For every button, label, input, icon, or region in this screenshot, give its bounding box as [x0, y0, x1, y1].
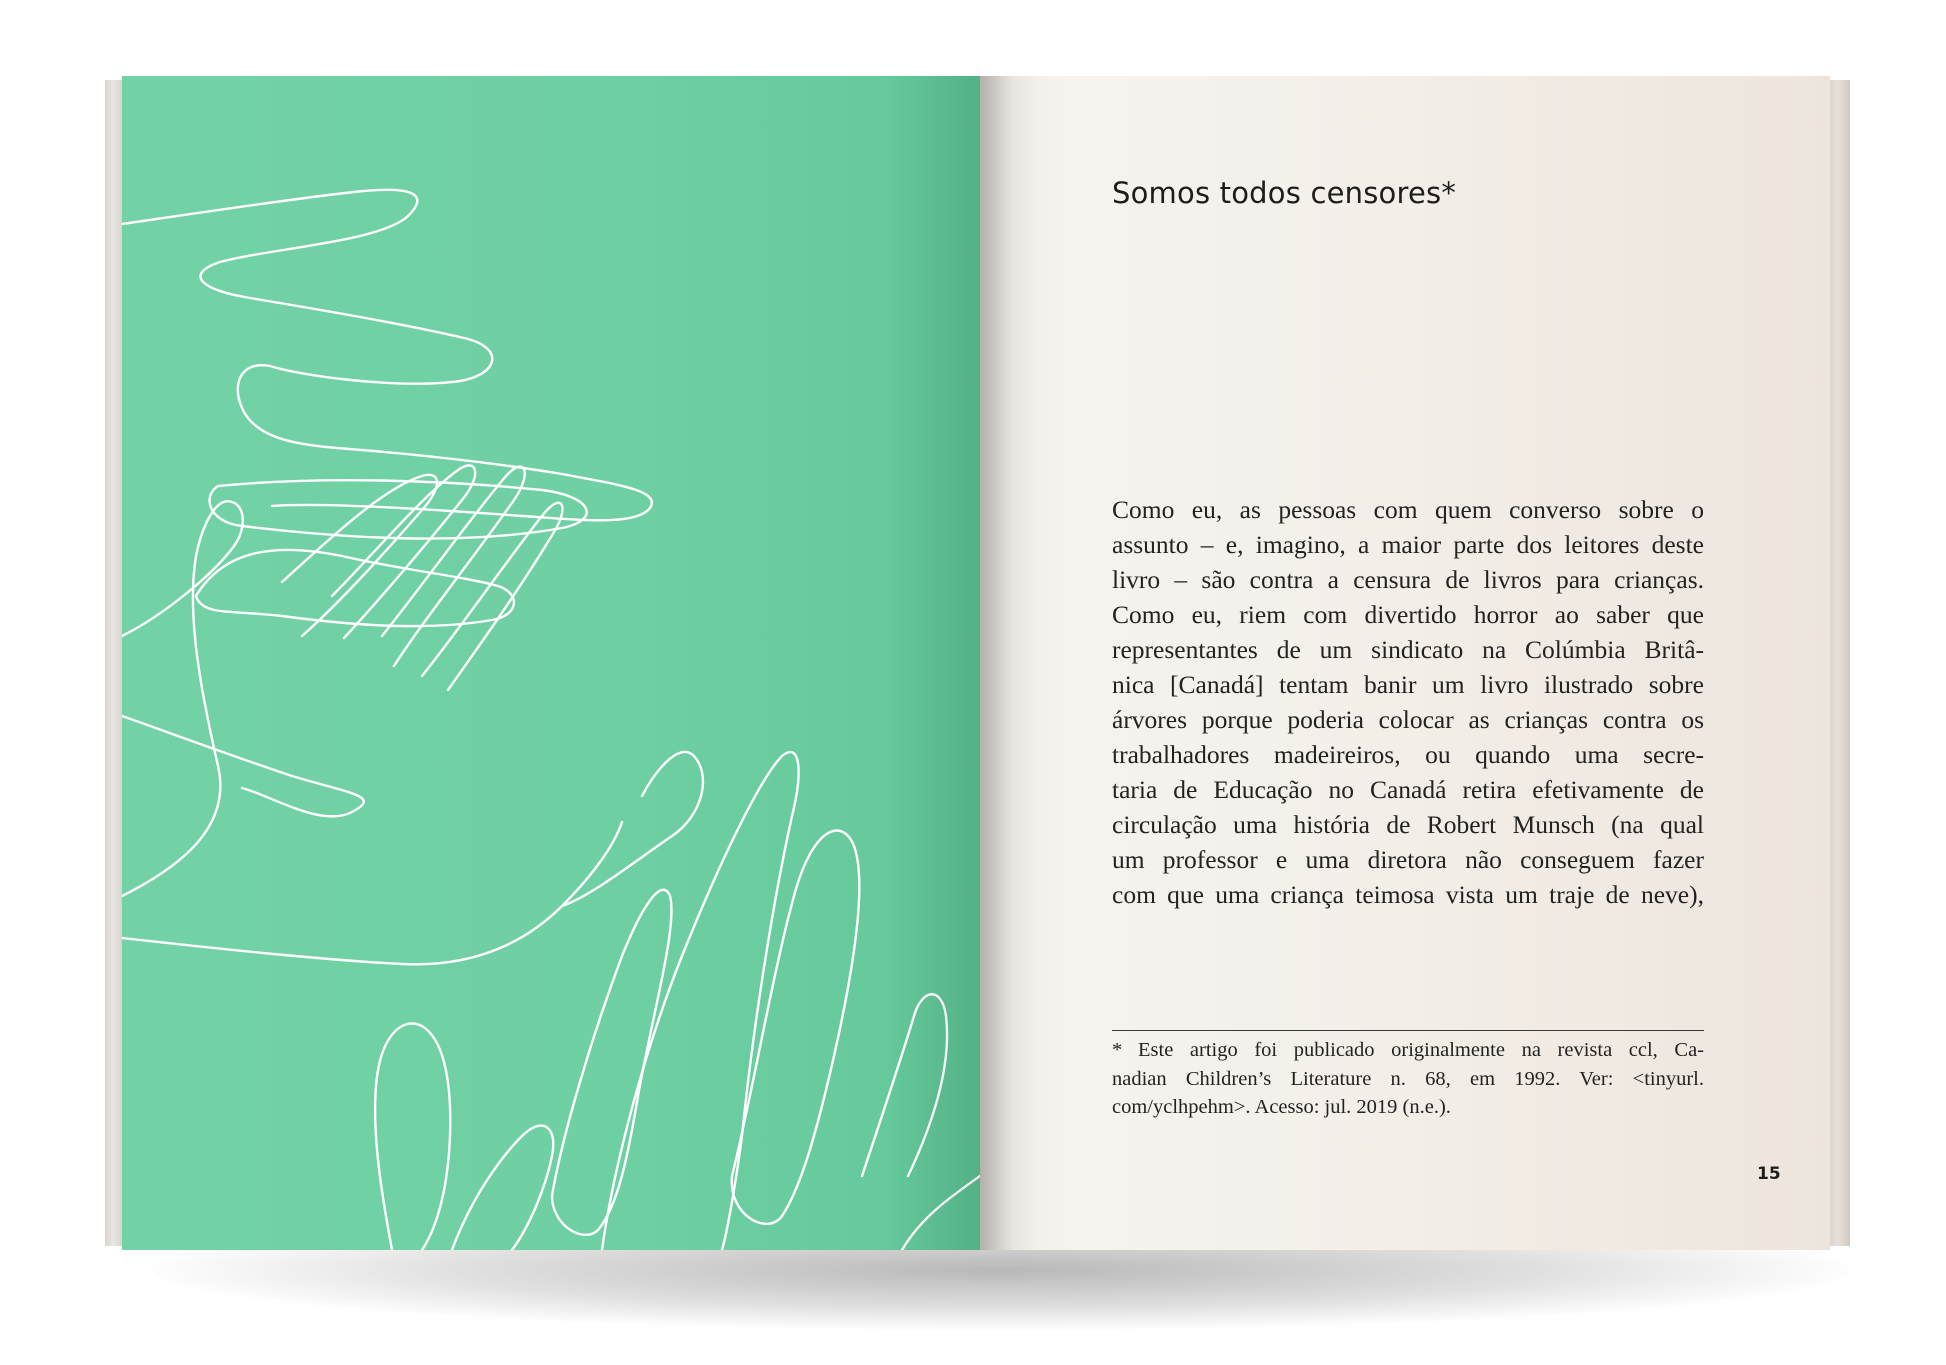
right-page: [980, 76, 1830, 1250]
lower-finger-long-2: [552, 890, 671, 1235]
body-line: um professor e uma diretora não conseguem fazer: [1112, 845, 1704, 874]
lower-finger-6: [452, 1126, 553, 1250]
hands-line-illustration: [122, 76, 980, 1250]
hand-outline-left: [122, 501, 243, 896]
footnote-line: nadian Children’s Literature n. 68, em 1992. Ver: <tinyurl.: [1112, 1067, 1704, 1090]
page-number: 15: [1757, 1164, 1781, 1184]
palm-loop: [196, 550, 514, 626]
left-page: [122, 76, 980, 1250]
body-line: taria de Educação no Canadá retira efetivamente de: [1112, 775, 1704, 804]
footnote-line: Este artigo foi publicado originalmente na revista ccl, Ca-: [1138, 1039, 1704, 1061]
finger-loop-2: [332, 465, 475, 638]
scribble-top: [122, 190, 652, 520]
body-line: assunto – e, imagino, a maior parte dos leitores deste: [1112, 530, 1704, 559]
lower-finger-long-3: [732, 831, 860, 1224]
body-line: árvores porque poderia colocar as crianças contra os: [1112, 705, 1704, 734]
footnote: [1112, 1036, 1704, 1122]
body-text: [1112, 492, 1704, 912]
footnote-marker: *: [1112, 1039, 1123, 1061]
body-line: nica [Canadá] tentam banir um livro ilustrado sobre: [1112, 670, 1704, 699]
body-line: Como eu, as pessoas com quem converso sobre o: [1112, 495, 1704, 524]
body-line: Como eu, riem com divertido horror ao saber que: [1112, 600, 1704, 629]
body-line: representantes de um sindicato na Colúmbia Britâ-: [1112, 635, 1704, 664]
body-line: livro – são contra a censura de livros para crianças.: [1112, 565, 1704, 594]
wrist-curve: [122, 716, 364, 816]
footnote-line: com/yclhpehm>. Acesso: jul. 2019 (n.e.).: [1112, 1096, 1451, 1118]
body-line: com que uma criança teimosa vista um traje de neve),: [1112, 880, 1704, 909]
left-gutter-shadow: [890, 76, 980, 1250]
body-line: trabalhadores madeireiros, ou quando uma secre-: [1112, 740, 1704, 769]
chapter-title: Somos todos censores*: [1112, 176, 1457, 210]
lower-finger-5: [375, 1024, 450, 1251]
footnote-divider: [1112, 1030, 1704, 1031]
finger-loop-1: [282, 475, 437, 636]
right-gutter-shadow: [980, 76, 1040, 1250]
body-line: circulação uma história de Robert Munsch (na qual: [1112, 810, 1704, 839]
